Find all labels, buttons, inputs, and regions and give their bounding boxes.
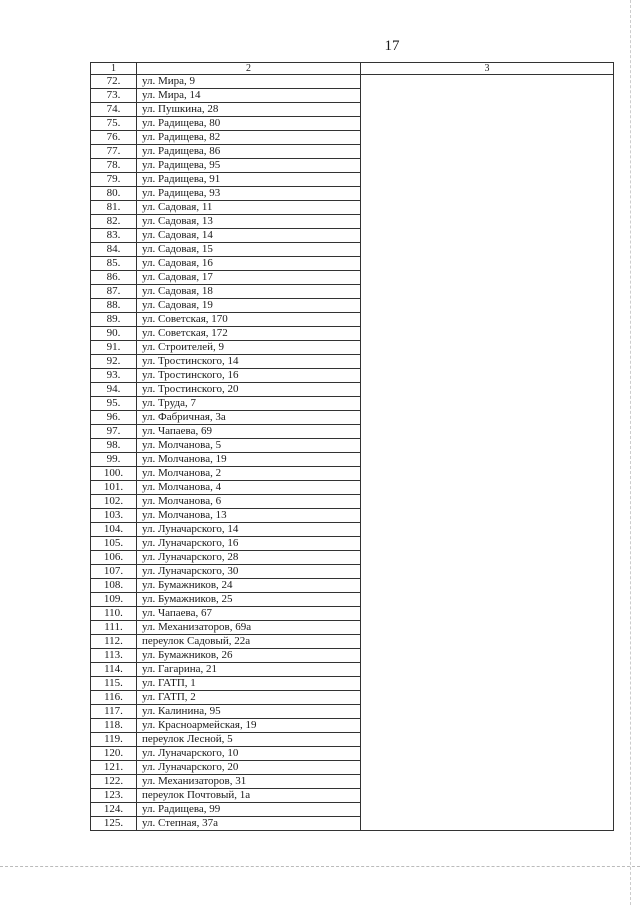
row-number: 79.	[91, 173, 137, 187]
table-row	[91, 439, 614, 453]
row-address: ул. Тростинского, 20	[137, 383, 361, 397]
row-col-3	[361, 383, 614, 397]
row-address: ул. Молчанова, 13	[137, 509, 361, 523]
row-col-3	[361, 691, 614, 705]
row-number: 88.	[91, 299, 137, 313]
table-row	[91, 243, 614, 257]
row-col-3	[361, 817, 614, 831]
table-row	[91, 691, 614, 705]
row-col-3	[361, 579, 614, 593]
row-address: ул. Бумажников, 25	[137, 593, 361, 607]
row-col-3	[361, 173, 614, 187]
row-address: ул. Радищева, 99	[137, 803, 361, 817]
row-col-3	[361, 75, 614, 89]
table-row	[91, 397, 614, 411]
row-address: ул. Строителей, 9	[137, 341, 361, 355]
row-number: 91.	[91, 341, 137, 355]
row-address: ул. Бумажников, 26	[137, 649, 361, 663]
row-address: ул. Гагарина, 21	[137, 663, 361, 677]
table-row	[91, 593, 614, 607]
table-row	[91, 159, 614, 173]
row-address: ул. Радищева, 95	[137, 159, 361, 173]
address-table	[90, 62, 614, 831]
row-col-3	[361, 509, 614, 523]
table-row	[91, 411, 614, 425]
row-number: 117.	[91, 705, 137, 719]
table-row	[91, 481, 614, 495]
table-row	[91, 229, 614, 243]
row-number: 73.	[91, 89, 137, 103]
row-address: ул. Луначарского, 30	[137, 565, 361, 579]
row-number: 125.	[91, 817, 137, 831]
row-col-3	[361, 705, 614, 719]
row-number: 93.	[91, 369, 137, 383]
row-number: 107.	[91, 565, 137, 579]
table-row	[91, 649, 614, 663]
row-col-3	[361, 397, 614, 411]
row-address: ул. Садовая, 11	[137, 201, 361, 215]
header-col-2: 2	[137, 63, 361, 75]
row-col-3	[361, 453, 614, 467]
row-address: ул. Молчанова, 5	[137, 439, 361, 453]
row-col-3	[361, 201, 614, 215]
row-col-3	[361, 89, 614, 103]
table-row	[91, 187, 614, 201]
table-row	[91, 425, 614, 439]
row-col-3	[361, 607, 614, 621]
row-address: ул. ГАТП, 1	[137, 677, 361, 691]
row-col-3	[361, 565, 614, 579]
table-row	[91, 117, 614, 131]
row-address: ул. Степная, 37а	[137, 817, 361, 831]
row-number: 102.	[91, 495, 137, 509]
table-row	[91, 313, 614, 327]
table-row	[91, 271, 614, 285]
row-number: 121.	[91, 761, 137, 775]
row-number: 105.	[91, 537, 137, 551]
row-col-3	[361, 341, 614, 355]
row-number: 72.	[91, 75, 137, 89]
table-row	[91, 467, 614, 481]
row-col-3	[361, 719, 614, 733]
row-number: 87.	[91, 285, 137, 299]
table-row	[91, 145, 614, 159]
row-address: ул. Пушкина, 28	[137, 103, 361, 117]
page-number: 17	[384, 38, 400, 54]
row-address: ул. Луначарского, 20	[137, 761, 361, 775]
row-col-3	[361, 145, 614, 159]
row-col-3	[361, 747, 614, 761]
row-address: ул. Труда, 7	[137, 397, 361, 411]
row-address: переулок Садовый, 22а	[137, 635, 361, 649]
row-number: 119.	[91, 733, 137, 747]
table-row	[91, 173, 614, 187]
row-number: 104.	[91, 523, 137, 537]
table-row	[91, 215, 614, 229]
row-number: 118.	[91, 719, 137, 733]
table-row	[91, 495, 614, 509]
row-address: ул. Радищева, 93	[137, 187, 361, 201]
row-col-3	[361, 523, 614, 537]
row-address: переулок Почтовый, 1а	[137, 789, 361, 803]
row-number: 103.	[91, 509, 137, 523]
row-col-3	[361, 215, 614, 229]
table-row	[91, 621, 614, 635]
table-row	[91, 537, 614, 551]
table-row	[91, 789, 614, 803]
row-col-3	[361, 551, 614, 565]
row-address: ул. Бумажников, 24	[137, 579, 361, 593]
table-row	[91, 565, 614, 579]
header-row	[91, 63, 614, 75]
row-address: ул. Радищева, 91	[137, 173, 361, 187]
row-number: 100.	[91, 467, 137, 481]
row-number: 77.	[91, 145, 137, 159]
row-col-3	[361, 243, 614, 257]
row-address: ул. Молчанова, 6	[137, 495, 361, 509]
row-number: 94.	[91, 383, 137, 397]
row-address: ул. Тростинского, 14	[137, 355, 361, 369]
row-col-3	[361, 327, 614, 341]
table-header	[91, 63, 614, 75]
row-number: 114.	[91, 663, 137, 677]
row-col-3	[361, 257, 614, 271]
row-number: 124.	[91, 803, 137, 817]
row-address: ул. Садовая, 13	[137, 215, 361, 229]
table-row	[91, 579, 614, 593]
row-col-3	[361, 369, 614, 383]
row-address: ул. Советская, 172	[137, 327, 361, 341]
row-col-3	[361, 537, 614, 551]
row-address: ул. Луначарского, 14	[137, 523, 361, 537]
table-row	[91, 75, 614, 89]
row-address: переулок Лесной, 5	[137, 733, 361, 747]
row-address: ул. Советская, 170	[137, 313, 361, 327]
table-row	[91, 607, 614, 621]
row-col-3	[361, 229, 614, 243]
row-address: ул. Садовая, 19	[137, 299, 361, 313]
row-number: 78.	[91, 159, 137, 173]
row-address: ул. Молчанова, 2	[137, 467, 361, 481]
row-number: 92.	[91, 355, 137, 369]
row-address: ул. Садовая, 16	[137, 257, 361, 271]
row-address: ул. Радищева, 82	[137, 131, 361, 145]
row-col-3	[361, 425, 614, 439]
row-col-3	[361, 677, 614, 691]
table-row	[91, 327, 614, 341]
row-address: ул. Радищева, 86	[137, 145, 361, 159]
row-address: ул. Красноармейская, 19	[137, 719, 361, 733]
row-col-3	[361, 271, 614, 285]
table-body	[91, 75, 614, 831]
row-number: 122.	[91, 775, 137, 789]
table-row	[91, 635, 614, 649]
row-address: ул. Мира, 9	[137, 75, 361, 89]
row-address: ул. Мира, 14	[137, 89, 361, 103]
row-col-3	[361, 803, 614, 817]
row-address: ул. Чапаева, 69	[137, 425, 361, 439]
row-col-3	[361, 593, 614, 607]
row-col-3	[361, 285, 614, 299]
scan-edge-right	[630, 0, 631, 905]
table-row	[91, 103, 614, 117]
header-col-3: 3	[361, 63, 614, 75]
row-address: ул. ГАТП, 2	[137, 691, 361, 705]
table-row	[91, 299, 614, 313]
table-row	[91, 201, 614, 215]
row-number: 90.	[91, 327, 137, 341]
row-address: ул. Луначарского, 16	[137, 537, 361, 551]
row-number: 83.	[91, 229, 137, 243]
row-col-3	[361, 481, 614, 495]
row-address: ул. Садовая, 15	[137, 243, 361, 257]
row-number: 98.	[91, 439, 137, 453]
row-col-3	[361, 103, 614, 117]
row-number: 80.	[91, 187, 137, 201]
row-col-3	[361, 299, 614, 313]
table-row	[91, 551, 614, 565]
table-row	[91, 803, 614, 817]
row-number: 74.	[91, 103, 137, 117]
row-address: ул. Садовая, 14	[137, 229, 361, 243]
row-col-3	[361, 131, 614, 145]
row-number: 116.	[91, 691, 137, 705]
row-address: ул. Фабричная, 3а	[137, 411, 361, 425]
row-number: 115.	[91, 677, 137, 691]
row-col-3	[361, 733, 614, 747]
row-number: 76.	[91, 131, 137, 145]
row-number: 81.	[91, 201, 137, 215]
row-address: ул. Калинина, 95	[137, 705, 361, 719]
row-number: 99.	[91, 453, 137, 467]
row-col-3	[361, 761, 614, 775]
row-col-3	[361, 789, 614, 803]
row-number: 112.	[91, 635, 137, 649]
table-row	[91, 453, 614, 467]
table-row	[91, 89, 614, 103]
table-row	[91, 775, 614, 789]
row-number: 97.	[91, 425, 137, 439]
row-number: 111.	[91, 621, 137, 635]
row-address: ул. Луначарского, 28	[137, 551, 361, 565]
row-address: ул. Луначарского, 10	[137, 747, 361, 761]
row-number: 95.	[91, 397, 137, 411]
row-number: 113.	[91, 649, 137, 663]
row-col-3	[361, 621, 614, 635]
row-address: ул. Радищева, 80	[137, 117, 361, 131]
row-col-3	[361, 117, 614, 131]
row-number: 84.	[91, 243, 137, 257]
table-row	[91, 285, 614, 299]
table-row	[91, 817, 614, 831]
row-col-3	[361, 775, 614, 789]
row-col-3	[361, 159, 614, 173]
table-row	[91, 663, 614, 677]
row-col-3	[361, 439, 614, 453]
row-address: ул. Тростинского, 16	[137, 369, 361, 383]
row-address: ул. Молчанова, 19	[137, 453, 361, 467]
row-number: 75.	[91, 117, 137, 131]
scan-edge-bottom	[0, 866, 640, 867]
table-row	[91, 677, 614, 691]
row-col-3	[361, 355, 614, 369]
row-address: ул. Механизаторов, 31	[137, 775, 361, 789]
table-row	[91, 719, 614, 733]
table-row	[91, 509, 614, 523]
row-number: 96.	[91, 411, 137, 425]
table-row	[91, 523, 614, 537]
table-row	[91, 369, 614, 383]
table-row	[91, 341, 614, 355]
table-row	[91, 733, 614, 747]
row-number: 106.	[91, 551, 137, 565]
row-col-3	[361, 495, 614, 509]
row-address: ул. Механизаторов, 69а	[137, 621, 361, 635]
row-number: 120.	[91, 747, 137, 761]
row-address: ул. Садовая, 17	[137, 271, 361, 285]
row-address: ул. Садовая, 18	[137, 285, 361, 299]
row-col-3	[361, 187, 614, 201]
row-address: ул. Чапаева, 67	[137, 607, 361, 621]
table-row	[91, 761, 614, 775]
row-col-3	[361, 635, 614, 649]
table-row	[91, 131, 614, 145]
row-number: 82.	[91, 215, 137, 229]
row-number: 101.	[91, 481, 137, 495]
row-col-3	[361, 467, 614, 481]
row-number: 108.	[91, 579, 137, 593]
table-row	[91, 257, 614, 271]
table-row	[91, 747, 614, 761]
table-row	[91, 383, 614, 397]
row-number: 89.	[91, 313, 137, 327]
row-number: 109.	[91, 593, 137, 607]
row-number: 85.	[91, 257, 137, 271]
row-number: 86.	[91, 271, 137, 285]
table-row	[91, 355, 614, 369]
row-col-3	[361, 313, 614, 327]
row-col-3	[361, 663, 614, 677]
row-col-3	[361, 411, 614, 425]
header-col-1: 1	[91, 63, 137, 75]
row-address: ул. Молчанова, 4	[137, 481, 361, 495]
row-col-3	[361, 649, 614, 663]
row-number: 110.	[91, 607, 137, 621]
row-number: 123.	[91, 789, 137, 803]
table-row	[91, 705, 614, 719]
